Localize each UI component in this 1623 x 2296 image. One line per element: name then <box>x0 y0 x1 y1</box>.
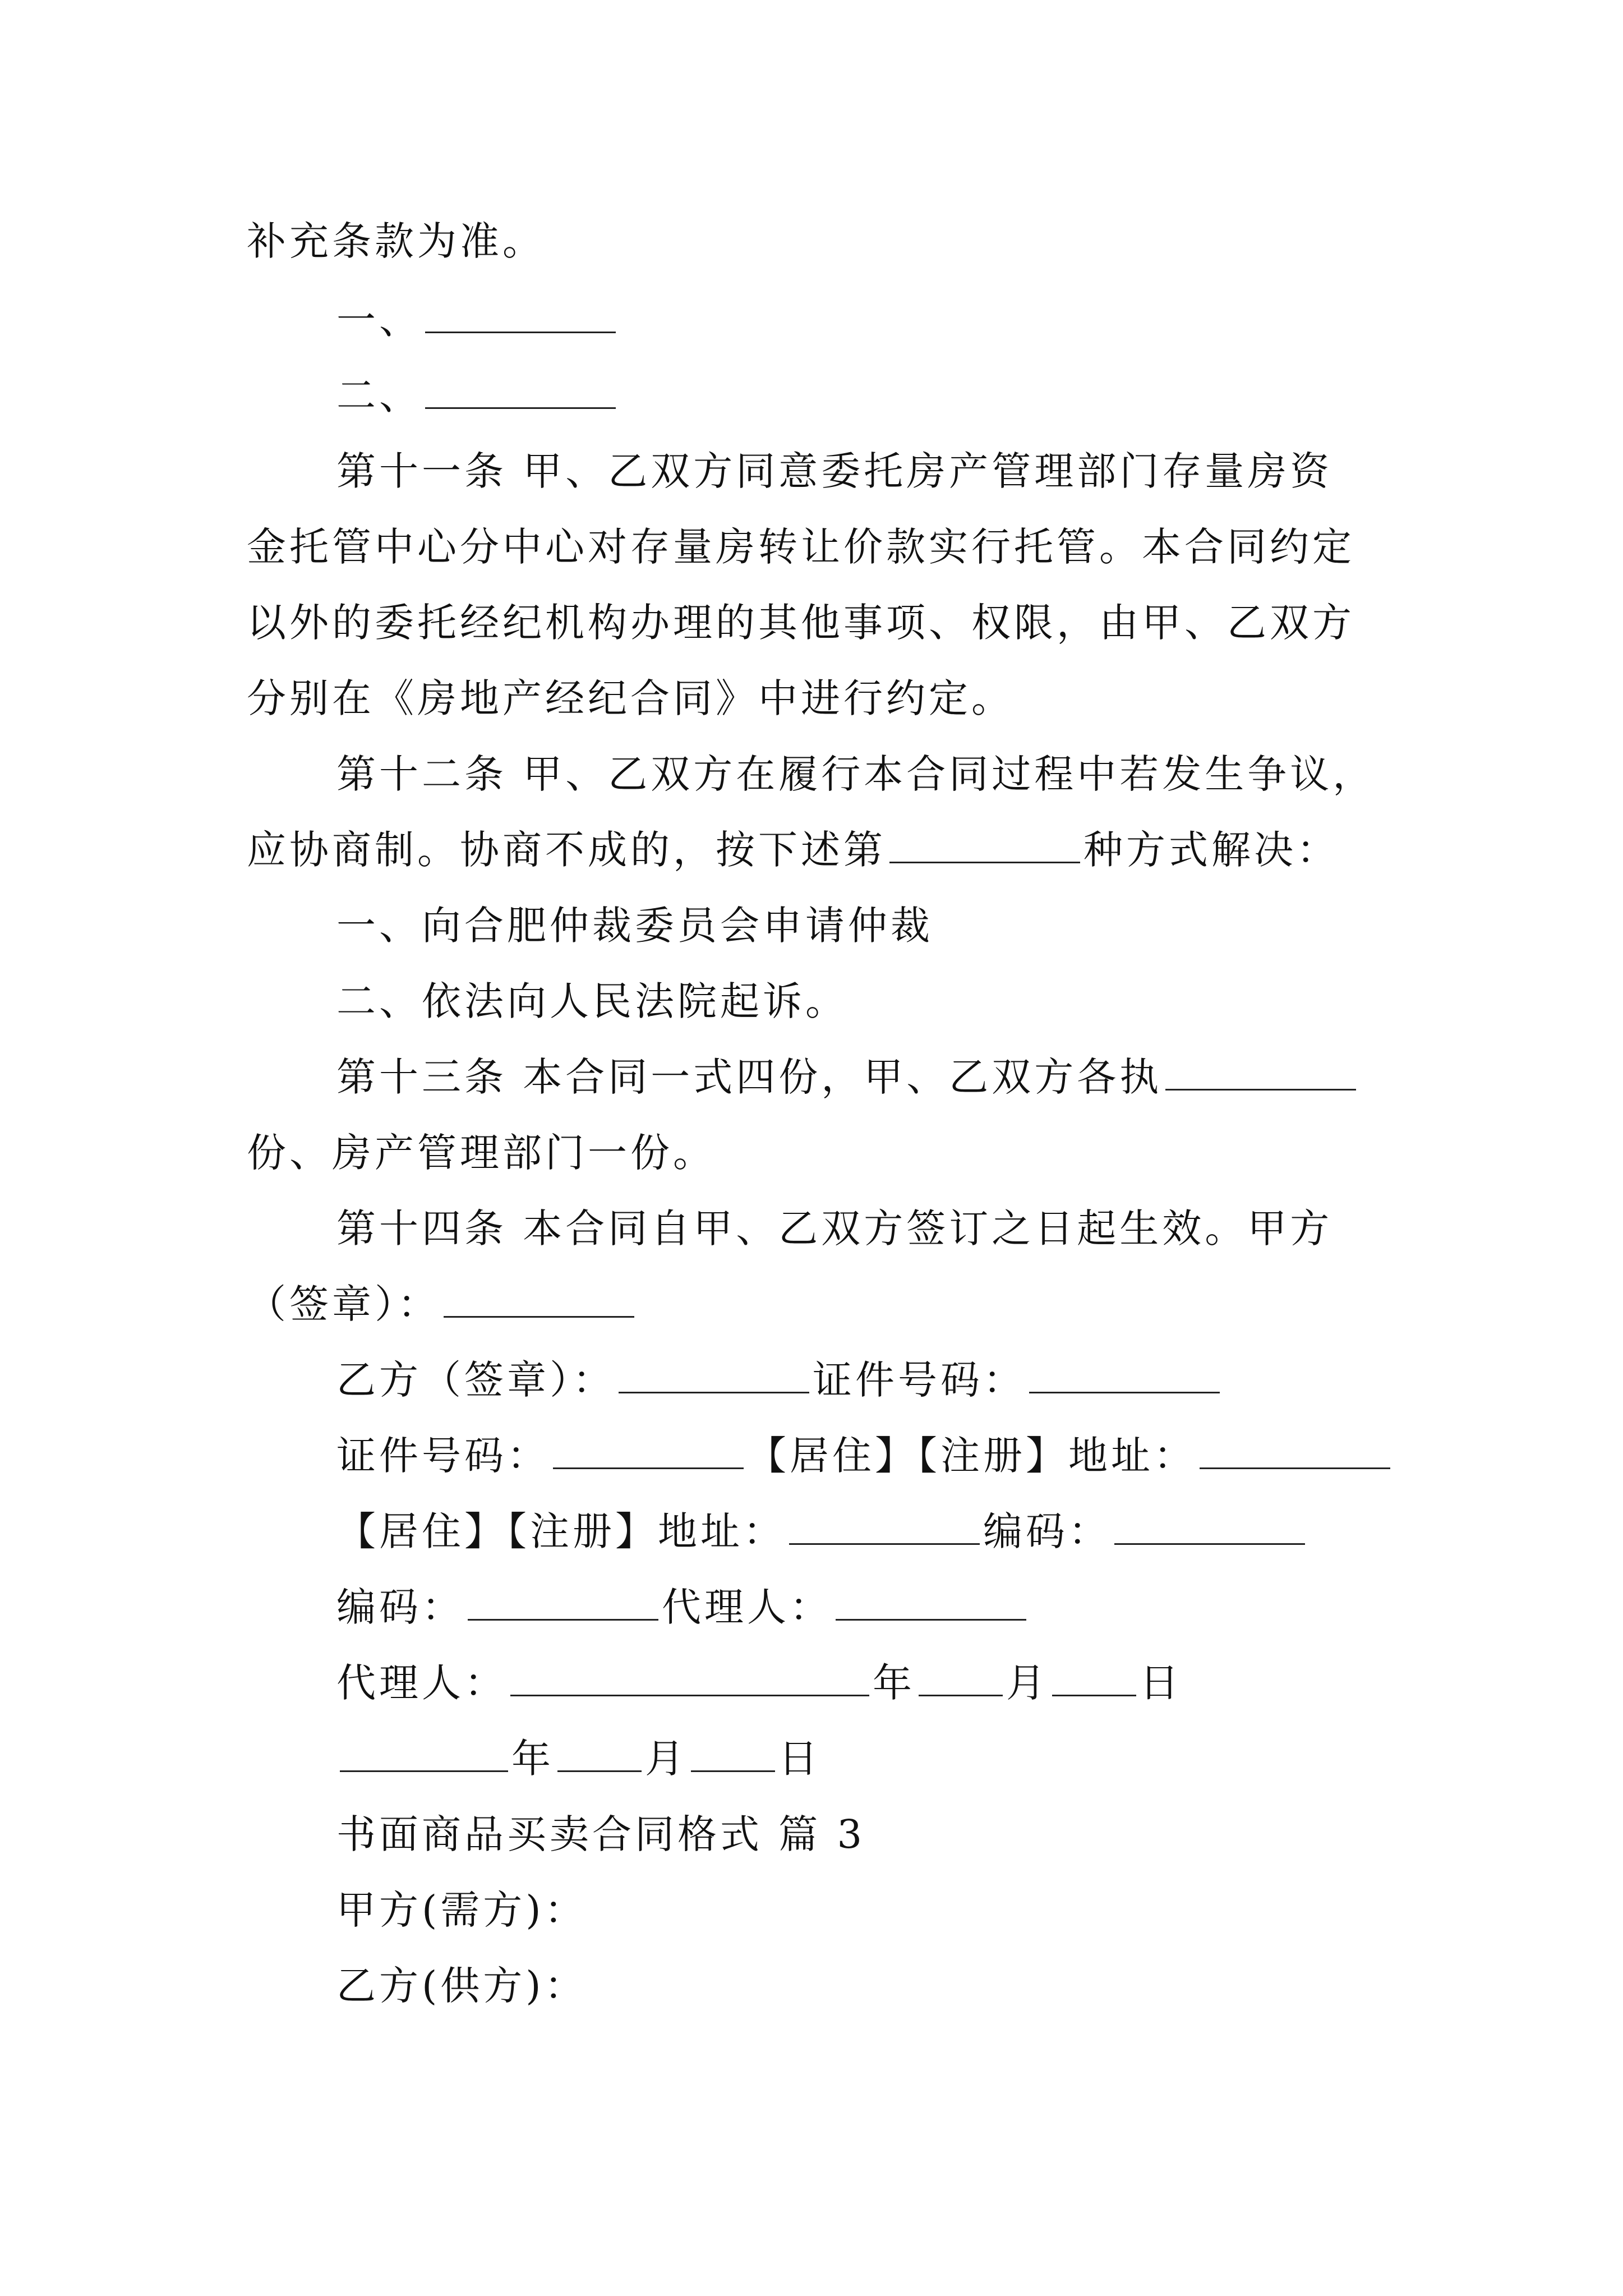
paragraph-line <box>0 595 1623 651</box>
text: 年 <box>873 1660 915 1706</box>
text: 以外的委托经纪机构办理的其他事项、权限，由甲、乙双方 <box>247 600 1355 646</box>
paragraph-line <box>0 822 1623 878</box>
text: 份、房产管理部门一份。 <box>247 1130 716 1176</box>
text: 代理人： <box>662 1584 832 1630</box>
text: 乙方(供方)： <box>336 1963 587 2009</box>
text: 一、 <box>336 297 422 343</box>
fill-blank <box>553 1434 744 1469</box>
paragraph-line <box>0 443 1623 499</box>
paragraph-line <box>0 1428 1623 1484</box>
paragraph-line <box>0 1731 1623 1787</box>
text: 二、 <box>336 372 422 418</box>
paragraph-line <box>0 1125 1623 1181</box>
text: 日 <box>778 1736 821 1782</box>
paragraph-line <box>0 746 1623 802</box>
paragraph-line <box>0 292 1623 348</box>
fill-blank <box>444 1282 634 1318</box>
text: 书面商品买卖合同格式 篇 3 <box>336 1811 866 1857</box>
fill-blank <box>468 1585 658 1621</box>
paragraph-line <box>0 519 1623 575</box>
text: 种方式解决： <box>1083 827 1339 873</box>
text: 月 <box>645 1736 688 1782</box>
text: 第十二条 甲、乙双方在履行本合同过程中若发生争议， <box>336 751 1376 797</box>
text: 年 <box>511 1736 554 1782</box>
text: 月 <box>1006 1660 1049 1706</box>
text: 一、向合肥仲裁委员会申请仲裁 <box>336 903 933 949</box>
text: 编码： <box>336 1584 464 1630</box>
fill-blank <box>340 1737 508 1772</box>
fill-blank <box>1029 1358 1220 1393</box>
paragraph-line <box>0 1882 1623 1938</box>
paragraph-line <box>0 898 1623 954</box>
text: 日 <box>1140 1660 1182 1706</box>
fill-blank <box>425 374 616 409</box>
text: 甲方(需方)： <box>336 1887 587 1933</box>
fill-blank <box>836 1585 1026 1621</box>
fill-blank <box>1052 1661 1136 1696</box>
paragraph-line <box>0 973 1623 1029</box>
text: 【居住】【注册】地址： <box>336 1508 786 1554</box>
text: 补充条款为准。 <box>247 218 545 264</box>
text: 乙方（签章）： <box>336 1357 615 1403</box>
paragraph-line <box>0 213 1623 269</box>
text: 证件号码： <box>336 1433 550 1479</box>
paragraph-line <box>0 1352 1623 1408</box>
section-heading <box>0 1806 1623 1862</box>
fill-blank <box>619 1358 809 1393</box>
paragraph-line <box>0 1049 1623 1105</box>
paragraph-line <box>0 1503 1623 1559</box>
paragraph-line <box>0 1655 1623 1711</box>
fill-blank <box>1165 1055 1356 1091</box>
text: 应协商制。协商不成的，按下述第 <box>247 827 886 873</box>
fill-blank <box>510 1661 869 1696</box>
text: 代理人： <box>336 1660 507 1706</box>
text: 第十一条 甲、乙双方同意委托房产管理部门存量房资 <box>336 448 1333 494</box>
text: 金托管中心分中心对存量房转让价款实行托管。本合同约定 <box>247 524 1355 570</box>
fill-blank <box>557 1737 642 1772</box>
text: 证件号码： <box>813 1357 1026 1403</box>
text: 第十四条 本合同自甲、乙双方签订之日起生效。甲方 <box>336 1205 1333 1251</box>
fill-blank <box>889 828 1080 863</box>
fill-blank <box>691 1737 775 1772</box>
paragraph-line <box>0 1579 1623 1635</box>
text: 二、依法向人民法院起诉。 <box>336 978 848 1024</box>
paragraph-line <box>0 1276 1623 1332</box>
fill-blank <box>919 1661 1003 1696</box>
text: 第十三条 本合同一式四份，甲、乙双方各执 <box>336 1054 1163 1100</box>
paragraph-line <box>0 1200 1623 1257</box>
fill-blank <box>1200 1434 1390 1469</box>
text: 编码： <box>983 1508 1111 1554</box>
fill-blank <box>425 298 616 333</box>
text: （签章）： <box>247 1281 440 1327</box>
text: 【居住】【注册】地址： <box>747 1433 1196 1479</box>
paragraph-line <box>0 367 1623 424</box>
fill-blank <box>1114 1510 1305 1545</box>
paragraph-line <box>0 1958 1623 2014</box>
fill-blank <box>789 1510 980 1545</box>
text: 分别在《房地产经纪合同》中进行约定。 <box>247 675 1014 721</box>
paragraph-line <box>0 670 1623 726</box>
